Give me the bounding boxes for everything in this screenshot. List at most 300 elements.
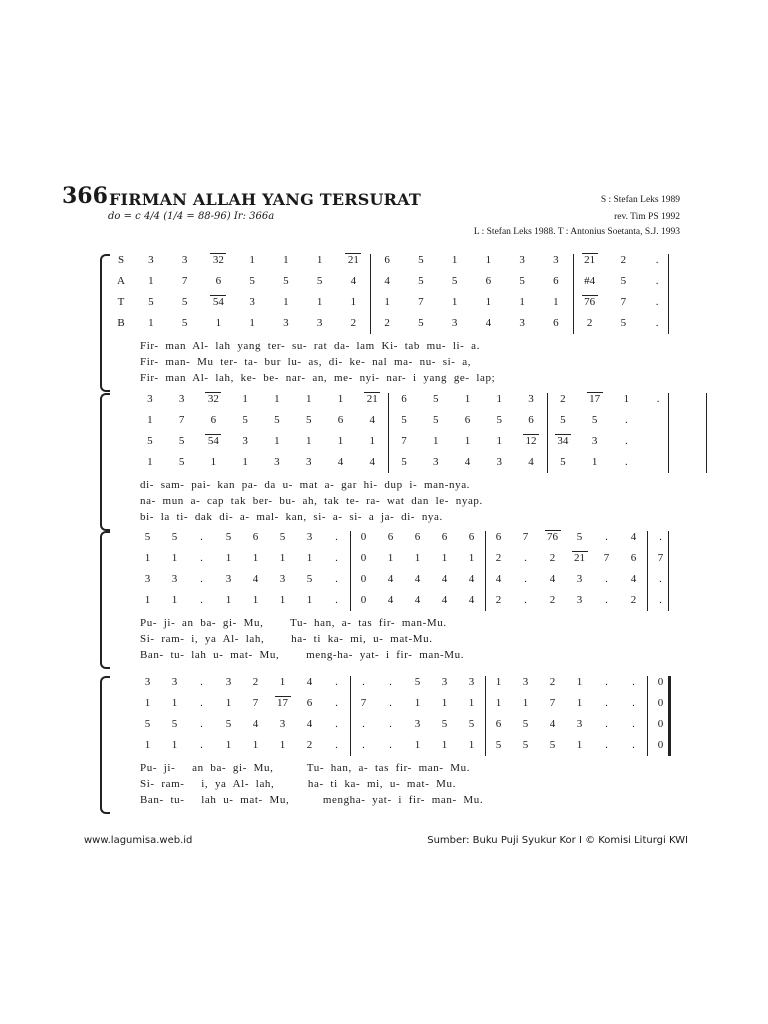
voice-row: [114, 317, 674, 337]
lyric-line: Ban- tu- lah u- mat- Mu, mengha- yat- i fir- man- Mu.: [140, 794, 484, 806]
note: 5: [401, 414, 407, 426]
lyric-line: Pu- ji- an ba- gi- Mu, Tu- han, a- tas fir- man- Mu.: [140, 762, 471, 774]
bar-line: [706, 393, 707, 473]
system-brace: [100, 676, 110, 814]
bar-line: [647, 531, 648, 611]
lyric-line: bi- la ti- dak di- a- mal- kan, si- a- si- a ja- di- nya.: [140, 511, 443, 523]
note: .: [655, 296, 659, 308]
bar-line: [573, 254, 574, 334]
note: 6: [630, 552, 637, 564]
note: 4: [369, 456, 375, 468]
note: 3: [279, 573, 286, 585]
note: 32: [207, 393, 219, 405]
note: 1: [225, 594, 232, 606]
note: 7: [603, 552, 610, 564]
note: 6: [485, 275, 492, 287]
note: 0: [360, 594, 367, 606]
note: 5: [560, 456, 566, 468]
note: 1: [147, 414, 153, 426]
note: 3: [242, 435, 248, 447]
note: 1: [249, 254, 255, 266]
note: 2: [620, 254, 627, 266]
note: 6: [337, 414, 344, 426]
note: 1: [279, 676, 286, 688]
note: 6: [387, 531, 394, 543]
note: 0: [360, 531, 367, 543]
note: 5: [181, 296, 188, 308]
note: 1: [144, 594, 151, 606]
note: 3: [148, 254, 154, 266]
note: 2: [549, 552, 556, 564]
note: 1: [441, 739, 448, 751]
note: 1: [171, 594, 178, 606]
lyric-line: Si- ram- i, ya Al- lah, ha- ti ka- mi, u- mat-Mu.: [140, 633, 433, 645]
credit-composer: S : Stefan Leks 1989: [600, 195, 680, 205]
note: 1: [553, 296, 559, 308]
voice-row: [114, 296, 674, 316]
note: .: [524, 573, 527, 585]
note: 1: [279, 739, 286, 751]
note: 3: [528, 393, 534, 405]
note: 1: [225, 697, 232, 709]
note: 1: [495, 697, 502, 709]
beam-line: [572, 551, 588, 552]
note: 7: [549, 697, 556, 709]
note: 4: [337, 456, 344, 468]
note: 4: [630, 531, 637, 543]
note: 1: [252, 739, 259, 751]
note: 0: [657, 697, 664, 709]
note: .: [362, 739, 365, 751]
beam-line: [275, 696, 291, 697]
note: 1: [283, 254, 289, 266]
note: 6: [306, 697, 313, 709]
note: 7: [401, 435, 407, 447]
note: 7: [178, 414, 185, 426]
voice-row: [114, 456, 674, 476]
note: .: [335, 697, 338, 709]
note: 3: [553, 254, 559, 266]
note: .: [659, 573, 662, 585]
note: 1: [519, 296, 525, 308]
note: 17: [277, 697, 288, 709]
note: .: [200, 531, 203, 543]
note: .: [200, 739, 203, 751]
note: 5: [279, 531, 286, 543]
note: 6: [468, 531, 475, 543]
note: 1: [496, 393, 503, 405]
note: 2: [384, 317, 390, 329]
voice-row: [114, 254, 674, 274]
credit-lyrics: L : Stefan Leks 1988. T : Antonius Soetanta, S.J. 1993: [473, 227, 680, 237]
note: 5: [468, 718, 475, 730]
note: 3: [576, 594, 583, 606]
note: 6: [215, 275, 222, 287]
note: 6: [384, 254, 390, 266]
beam-line: [523, 434, 539, 435]
note: 5: [274, 414, 280, 426]
note: 1: [306, 594, 313, 606]
note: 32: [212, 254, 224, 266]
note: 1: [384, 296, 390, 308]
note: .: [605, 531, 608, 543]
note: 54: [207, 435, 219, 447]
note: 1: [451, 254, 458, 266]
note: 1: [148, 317, 154, 329]
note: 1: [210, 456, 217, 468]
note: 5: [225, 718, 232, 730]
note: 21: [366, 393, 378, 405]
note: 2: [252, 676, 259, 688]
voice-label: S: [117, 254, 125, 266]
tempo-marking: do = c 4/4 (1/4 = 88-96) Ir: 366a: [108, 211, 275, 222]
note: 5: [620, 317, 627, 329]
note: 1: [623, 393, 630, 405]
note: .: [335, 531, 338, 543]
note: 3: [225, 573, 232, 585]
lyric-line: Ban- tu- lah u- mat- Mu, meng-ha- yat- i fir- man-Mu.: [140, 649, 465, 661]
note: 4: [528, 456, 534, 468]
note: 3: [433, 456, 439, 468]
bar-line: [647, 676, 648, 756]
note: 5: [496, 414, 503, 426]
lyric-line: di- sam- pai- kan pa- da u- mat a- gar hi- dup i- man-nya.: [140, 479, 471, 491]
note: 5: [147, 435, 153, 447]
note: 0: [360, 552, 367, 564]
note: 1: [306, 552, 313, 564]
note: 1: [464, 393, 471, 405]
note: .: [389, 697, 392, 709]
note: 2: [586, 317, 593, 329]
note: 4: [485, 317, 492, 329]
voice-row: [114, 275, 674, 295]
note: 7: [252, 697, 259, 709]
voice-label: A: [117, 275, 125, 287]
note: .: [605, 739, 608, 751]
note: 3: [144, 573, 151, 585]
note: 3: [468, 676, 475, 688]
note: 2: [495, 594, 502, 606]
note: 4: [441, 594, 448, 606]
note: 1: [414, 552, 421, 564]
bar-line: [350, 676, 351, 756]
voice-label: T: [117, 296, 125, 308]
note: 3: [414, 718, 421, 730]
footer-source: Sumber: Buku Puji Syukur Kor I © Komisi Liturgi KWI: [427, 835, 688, 846]
note: .: [524, 594, 527, 606]
note: 1: [441, 697, 448, 709]
note: 1: [485, 296, 492, 308]
note: 3: [496, 456, 503, 468]
note: .: [200, 697, 203, 709]
note: 3: [147, 393, 153, 405]
note: 6: [401, 393, 407, 405]
note: 4: [630, 573, 637, 585]
note: 4: [369, 414, 375, 426]
note: 5: [433, 414, 439, 426]
note: 3: [316, 317, 323, 329]
note: 0: [657, 676, 664, 688]
voice-label: B: [117, 317, 125, 329]
note: 1: [279, 552, 286, 564]
note: 4: [495, 573, 502, 585]
note: 6: [441, 531, 448, 543]
note: 54: [212, 296, 224, 308]
note: 3: [283, 317, 289, 329]
note: 4: [464, 456, 471, 468]
note: 1: [316, 254, 323, 266]
note: 1: [171, 552, 178, 564]
note: .: [200, 594, 203, 606]
voice-row: [114, 594, 674, 614]
voice-row: [114, 676, 674, 696]
note: 5: [316, 275, 323, 287]
note: 2: [350, 317, 357, 329]
note: 3: [274, 456, 280, 468]
beam-line: [364, 392, 380, 393]
note: 5: [560, 414, 566, 426]
note: 1: [279, 594, 286, 606]
note: 6: [553, 275, 559, 287]
bar-line: [350, 531, 351, 611]
note: 4: [414, 594, 421, 606]
note: 3: [279, 718, 286, 730]
note: 1: [464, 435, 471, 447]
note: .: [335, 739, 338, 751]
note: 1: [225, 552, 232, 564]
note: .: [524, 552, 527, 564]
note: 3: [171, 676, 178, 688]
note: .: [605, 718, 608, 730]
beam-line: [345, 253, 361, 254]
note: 1: [496, 435, 503, 447]
note: 1: [316, 296, 323, 308]
note: 1: [485, 254, 492, 266]
note: 4: [387, 573, 394, 585]
note: 5: [178, 456, 185, 468]
note: 6: [252, 531, 259, 543]
lyric-line: Pu- ji- an ba- gi- Mu, Tu- han, a- tas fir- man-Mu.: [140, 617, 447, 629]
note: .: [335, 573, 338, 585]
voice-row: [114, 697, 674, 717]
note: 5: [433, 393, 439, 405]
note: 6: [553, 317, 559, 329]
note: 1: [215, 317, 222, 329]
note: 5: [620, 275, 627, 287]
note: 3: [178, 393, 185, 405]
note: 7: [657, 552, 664, 564]
note: 5: [249, 275, 255, 287]
system-brace: [100, 531, 110, 669]
final-bar-line: [668, 676, 671, 756]
note: 3: [249, 296, 255, 308]
note: 1: [242, 393, 248, 405]
bar-line: [370, 254, 371, 334]
note: 4: [549, 718, 556, 730]
note: 5: [522, 718, 529, 730]
note: 2: [495, 552, 502, 564]
note: 4: [306, 676, 313, 688]
note: 1: [171, 697, 178, 709]
note: 5: [178, 435, 185, 447]
note: 1: [144, 739, 151, 751]
note: 5: [401, 456, 407, 468]
note: 1: [252, 552, 259, 564]
note: 3: [591, 435, 598, 447]
note: 5: [171, 531, 178, 543]
note: 17: [589, 393, 601, 405]
note: .: [659, 531, 662, 543]
note: 4: [414, 573, 421, 585]
note: 0: [657, 739, 664, 751]
note: 4: [252, 573, 259, 585]
note: 3: [181, 254, 188, 266]
lyric-line: Fir- man Al- lah yang ter- su- rat da- lam Ki- tab mu- li- a.: [140, 340, 480, 352]
note: 1: [387, 552, 394, 564]
note: 1: [414, 739, 421, 751]
voice-row: [114, 435, 674, 455]
note: 76: [547, 531, 558, 543]
note: 1: [147, 456, 153, 468]
note: .: [632, 697, 635, 709]
system-brace: [100, 254, 110, 392]
note: 5: [418, 275, 424, 287]
note: 4: [468, 594, 475, 606]
lyric-line: Si- ram- i, ya Al- lah, ha- ti ka- mi, u- mat- Mu.: [140, 778, 457, 790]
note: 3: [522, 676, 529, 688]
note: .: [335, 676, 338, 688]
note: 5: [451, 275, 458, 287]
note: 1: [274, 435, 280, 447]
bar-line: [485, 531, 486, 611]
beam-line: [555, 434, 571, 435]
note: .: [632, 676, 635, 688]
beam-line: [205, 392, 221, 393]
note: 1: [414, 697, 421, 709]
note: 1: [274, 393, 280, 405]
note: .: [335, 718, 338, 730]
note: 5: [305, 414, 312, 426]
note: .: [624, 435, 628, 447]
voice-row: [114, 531, 674, 551]
note: .: [200, 573, 203, 585]
beam-line: [587, 392, 603, 393]
song-title: FIRMAN ALLAH YANG TERSURAT: [109, 190, 421, 209]
note: 5: [519, 275, 525, 287]
voice-row: [114, 718, 674, 738]
note: 1: [576, 739, 583, 751]
note: 2: [560, 393, 566, 405]
note: 5: [576, 531, 583, 543]
note: 5: [144, 718, 151, 730]
note: 1: [171, 739, 178, 751]
note: #4: [584, 275, 596, 287]
voice-row: [114, 393, 674, 413]
note: 3: [441, 676, 448, 688]
lyric-line: Fir- man Al- lah, ke- be- nar- an, me- nyi- nar- i yang ge- lap;: [140, 372, 496, 384]
note: 21: [347, 254, 359, 266]
system-brace: [100, 393, 110, 531]
note: 1: [249, 317, 255, 329]
note: 7: [620, 296, 627, 308]
note: 3: [519, 254, 525, 266]
voice-row: [114, 739, 674, 759]
note: 34: [557, 435, 569, 447]
note: 1: [433, 435, 439, 447]
note: 7: [418, 296, 424, 308]
note: .: [632, 739, 635, 751]
bar-line: [388, 393, 389, 473]
footer-website: www.lagumisa.web.id: [84, 835, 193, 846]
note: 12: [525, 435, 537, 447]
beam-line: [582, 295, 598, 296]
note: 5: [144, 531, 151, 543]
note: 0: [657, 718, 664, 730]
bar-line: [668, 393, 669, 473]
lyric-line: na- mun a- cap tak ber- bu- ah, tak te- ra- wat dan le- nyap.: [140, 495, 483, 507]
note: 1: [144, 552, 151, 564]
note: .: [655, 317, 659, 329]
note: 21: [584, 254, 596, 266]
voice-row: [114, 573, 674, 593]
bar-line: [668, 531, 669, 611]
note: 6: [495, 718, 502, 730]
note: 1: [225, 739, 232, 751]
note: 2: [549, 676, 556, 688]
note: 1: [441, 552, 448, 564]
note: 7: [360, 697, 367, 709]
note: 1: [522, 697, 529, 709]
beam-line: [205, 434, 221, 435]
note: .: [389, 676, 392, 688]
note: 3: [576, 718, 583, 730]
note: .: [335, 594, 338, 606]
beam-line: [582, 253, 598, 254]
note: .: [659, 594, 662, 606]
note: 5: [181, 317, 188, 329]
note: 5: [414, 676, 421, 688]
note: 6: [464, 414, 471, 426]
note: .: [624, 414, 628, 426]
note: .: [335, 552, 338, 564]
note: 1: [283, 296, 289, 308]
note: .: [624, 456, 628, 468]
note: 4: [384, 275, 390, 287]
note: 1: [337, 435, 344, 447]
note: 6: [414, 531, 421, 543]
note: 5: [225, 531, 232, 543]
note: 5: [148, 296, 154, 308]
note: 3: [171, 573, 178, 585]
note: 4: [468, 573, 475, 585]
bar-line: [485, 676, 486, 756]
note: 5: [549, 739, 556, 751]
note: 4: [252, 718, 259, 730]
lyric-line: Fir- man- Mu ter- ta- bur lu- as, di- ke- nal ma- nu- si- a,: [140, 356, 472, 368]
note: .: [605, 676, 608, 688]
note: 3: [144, 676, 151, 688]
beam-line: [210, 295, 226, 296]
note: 1: [468, 697, 475, 709]
note: .: [655, 275, 659, 287]
note: 21: [574, 552, 585, 564]
note: 2: [549, 594, 556, 606]
note: 4: [441, 573, 448, 585]
note: .: [632, 718, 635, 730]
note: 3: [451, 317, 458, 329]
note: 5: [418, 254, 424, 266]
note: 1: [337, 393, 344, 405]
